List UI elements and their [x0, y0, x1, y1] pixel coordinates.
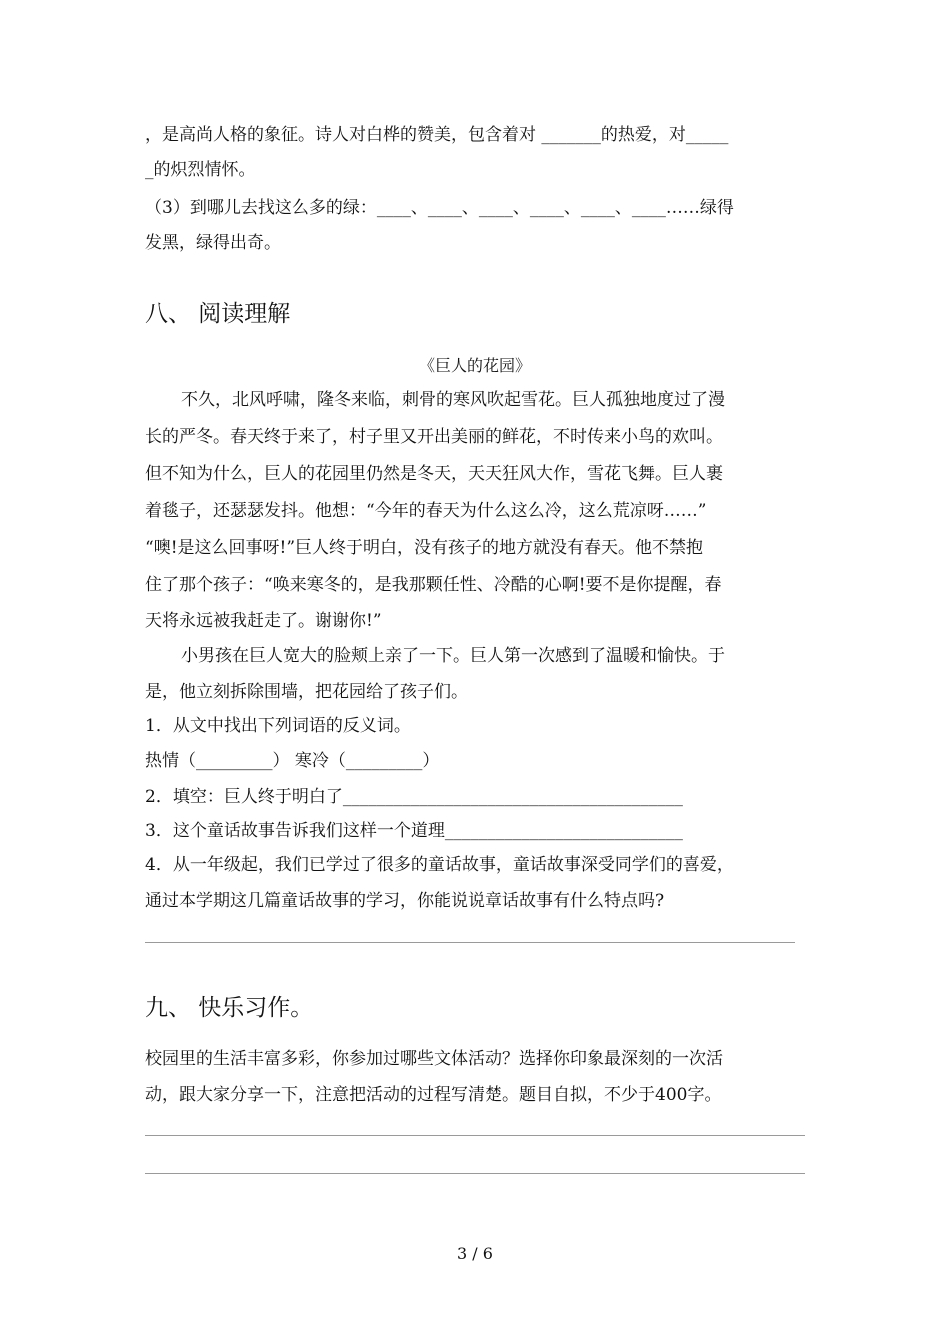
- page-number: 3 / 6: [457, 1244, 493, 1263]
- section-heading: 九、 快乐习作。: [145, 995, 314, 1021]
- answer-line: [145, 942, 795, 943]
- writing-line: [145, 1173, 805, 1174]
- passage-line: 不久，北风呼啸，隆冬来临，刺骨的寒风吹起雪花。巨人孤独地度过了漫: [181, 390, 725, 410]
- text-line: （3）到哪儿去找这么多的绿：____、____、____、____、____、____……绿得: [145, 198, 734, 218]
- text-line: 发黑，绿得出奇。: [145, 233, 281, 253]
- question-1-answer: 热情（_________） 寒冷（_________）: [145, 751, 440, 771]
- passage-line: 小男孩在巨人宽大的脸颊上亲了一下。巨人第一次感到了温暖和愉快。于: [181, 646, 725, 666]
- passage-line: 是，他立刻拆除围墙，把花园给了孩子们。: [145, 682, 468, 702]
- question-3: 3．这个童话故事告诉我们这样一个道理____________________________: [145, 821, 683, 841]
- passage-line: 长的严冬。春天终于来了，村子里又开出美丽的鲜花，不时传来小鸟的欢叫。: [145, 427, 723, 447]
- question-2: 2．填空：巨人终于明白了________________________________________: [145, 787, 683, 807]
- passage-line: 天将永远被我赶走了。谢谢你!”: [145, 611, 382, 631]
- passage-line: 住了那个孩子：“唤来寒冬的，是我那颗任性、冷酷的心啊!要不是你提醒，春: [145, 575, 722, 595]
- story-title: 《巨人的花园》: [418, 356, 531, 375]
- question-4-cont: 通过本学期这几篇童话故事的学习，你能说说章话故事有什么特点吗?: [145, 891, 665, 911]
- text-line: _的炽烈情怀。: [145, 160, 256, 180]
- question-1: 1．从文中找出下列词语的反义词。: [145, 716, 411, 736]
- writing-prompt: 校园里的生活丰富多彩，你参加过哪些文体活动？选择你印象最深刻的一次活: [145, 1049, 723, 1069]
- text-line: ，是高尚人格的象征。诗人对白桦的赞美，包含着对 _______的热爱，对_____: [145, 125, 729, 145]
- writing-line: [145, 1135, 805, 1136]
- passage-line: “噢!是这么回事呀!”巨人终于明白，没有孩子的地方就没有春天。他不禁抱: [145, 538, 704, 558]
- passage-line: 着毯子，还瑟瑟发抖。他想：“今年的春天为什么这么冷，这么荒凉呀……”: [145, 501, 707, 521]
- writing-prompt: 动，跟大家分享一下，注意把活动的过程写清楚。题目自拟，不少于400字。: [145, 1085, 722, 1105]
- passage-line: 但不知为什么，巨人的花园里仍然是冬天，天天狂风大作，雪花飞舞。巨人裹: [145, 464, 723, 484]
- question-4: 4．从一年级起，我们已学过了很多的童话故事，童话故事深受同学们的喜爱，: [145, 855, 734, 875]
- section-heading: 八、 阅读理解: [145, 301, 291, 327]
